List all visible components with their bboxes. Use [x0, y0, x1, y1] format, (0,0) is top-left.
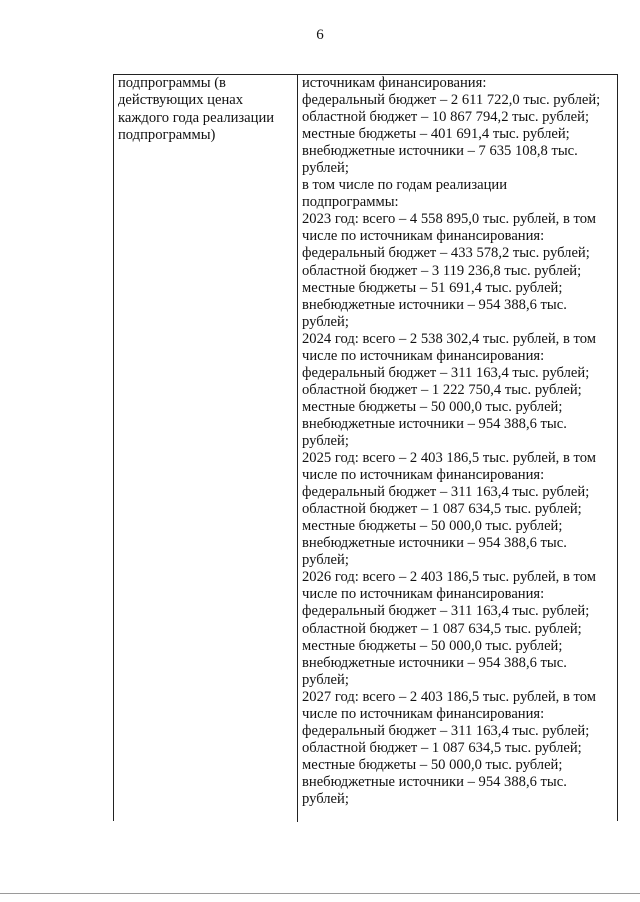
- funding-text-line: местные бюджеты – 51 691,4 тыс. рублей;: [302, 279, 563, 296]
- label-text-line: подпрограммы): [118, 127, 216, 144]
- funding-text-line: 2023 год: всего – 4 558 895,0 тыс. рублей, в том: [302, 211, 596, 228]
- label-text-line: подпрограммы (в: [118, 75, 226, 91]
- funding-text-line: числе по источникам финансирования:: [302, 586, 545, 603]
- funding-text-line: внебюджетные источники – 954 388,6 тыс.: [302, 654, 567, 671]
- funding-text-line: внебюджетные источники – 954 388,6 тыс.: [302, 415, 567, 432]
- funding-text-line: внебюджетные источники – 954 388,6 тыс.: [302, 535, 567, 552]
- funding-text-line: 2027 год: всего – 2 403 186,5 тыс. рублей, в том: [302, 688, 596, 705]
- funding-text-line: рублей;: [302, 313, 349, 330]
- funding-text-line: федеральный бюджет – 311 163,4 тыс. рублей;: [302, 484, 590, 501]
- label-text-line: действующих ценах: [118, 92, 244, 109]
- subprogram-label-cell: [118, 75, 294, 145]
- funding-text-line: областной бюджет – 3 119 236,8 тыс. рублей;: [302, 262, 582, 279]
- funding-text-line: федеральный бюджет – 2 611 722,0 тыс. рублей;: [302, 92, 601, 109]
- funding-text-line: федеральный бюджет – 311 163,4 тыс. рублей;: [302, 722, 590, 739]
- funding-table: [113, 74, 618, 821]
- funding-text-line: 2024 год: всего – 2 538 302,4 тыс. рублей, в том: [302, 330, 596, 347]
- funding-text-line: подпрограммы:: [302, 194, 399, 211]
- funding-text-line: федеральный бюджет – 433 578,2 тыс. рублей;: [302, 245, 590, 262]
- funding-text-line: федеральный бюджет – 311 163,4 тыс. рублей;: [302, 603, 590, 620]
- funding-text-line: областной бюджет – 1 087 634,5 тыс. рублей;: [302, 501, 582, 518]
- funding-text-line: 2025 год: всего – 2 403 186,5 тыс. рублей, в том: [302, 450, 596, 467]
- funding-text-line: областной бюджет – 1 087 634,5 тыс. рублей;: [302, 739, 582, 756]
- page-number: 6: [316, 27, 324, 43]
- funding-text-line: местные бюджеты – 50 000,0 тыс. рублей;: [302, 637, 563, 654]
- funding-text-line: рублей;: [302, 552, 349, 569]
- funding-text-line: федеральный бюджет – 311 163,4 тыс. рублей;: [302, 364, 590, 381]
- page-bottom-rule: [0, 893, 640, 894]
- funding-text-line: числе по источникам финансирования:: [302, 705, 545, 722]
- funding-text-line: рублей;: [302, 671, 349, 688]
- funding-text-line: в том числе по годам реализации: [302, 177, 508, 194]
- funding-text-line: местные бюджеты – 50 000,0 тыс. рублей;: [302, 756, 563, 773]
- funding-text-line: внебюджетные источники – 954 388,6 тыс.: [302, 773, 567, 790]
- funding-text-line: рублей;: [302, 790, 349, 807]
- funding-text-line: рублей;: [302, 432, 349, 449]
- funding-text-line: рублей;: [302, 160, 349, 177]
- label-text-line: каждого года реализации: [118, 109, 275, 126]
- funding-text-line: числе по источникам финансирования:: [302, 228, 545, 245]
- funding-text-line: источникам финансирования:: [302, 75, 487, 91]
- funding-sources-cell: [302, 75, 618, 808]
- funding-text-line: 2026 год: всего – 2 403 186,5 тыс. рублей, в том: [302, 569, 596, 586]
- funding-text-line: местные бюджеты – 401 691,4 тыс. рублей;: [302, 126, 570, 143]
- funding-text-line: областной бюджет – 1 087 634,5 тыс. рублей;: [302, 620, 582, 637]
- funding-text-line: внебюджетные источники – 954 388,6 тыс.: [302, 296, 567, 313]
- funding-text-line: местные бюджеты – 50 000,0 тыс. рублей;: [302, 518, 563, 535]
- funding-text-line: областной бюджет – 1 222 750,4 тыс. рублей;: [302, 381, 582, 398]
- funding-text-line: числе по источникам финансирования:: [302, 467, 545, 484]
- column-divider: [297, 75, 298, 822]
- funding-text-line: местные бюджеты – 50 000,0 тыс. рублей;: [302, 398, 563, 415]
- funding-text-line: внебюджетные источники – 7 635 108,8 тыс.: [302, 143, 578, 160]
- funding-text-line: областной бюджет – 10 867 794,2 тыс. рублей;: [302, 109, 590, 126]
- funding-text-line: числе по источникам финансирования:: [302, 347, 545, 364]
